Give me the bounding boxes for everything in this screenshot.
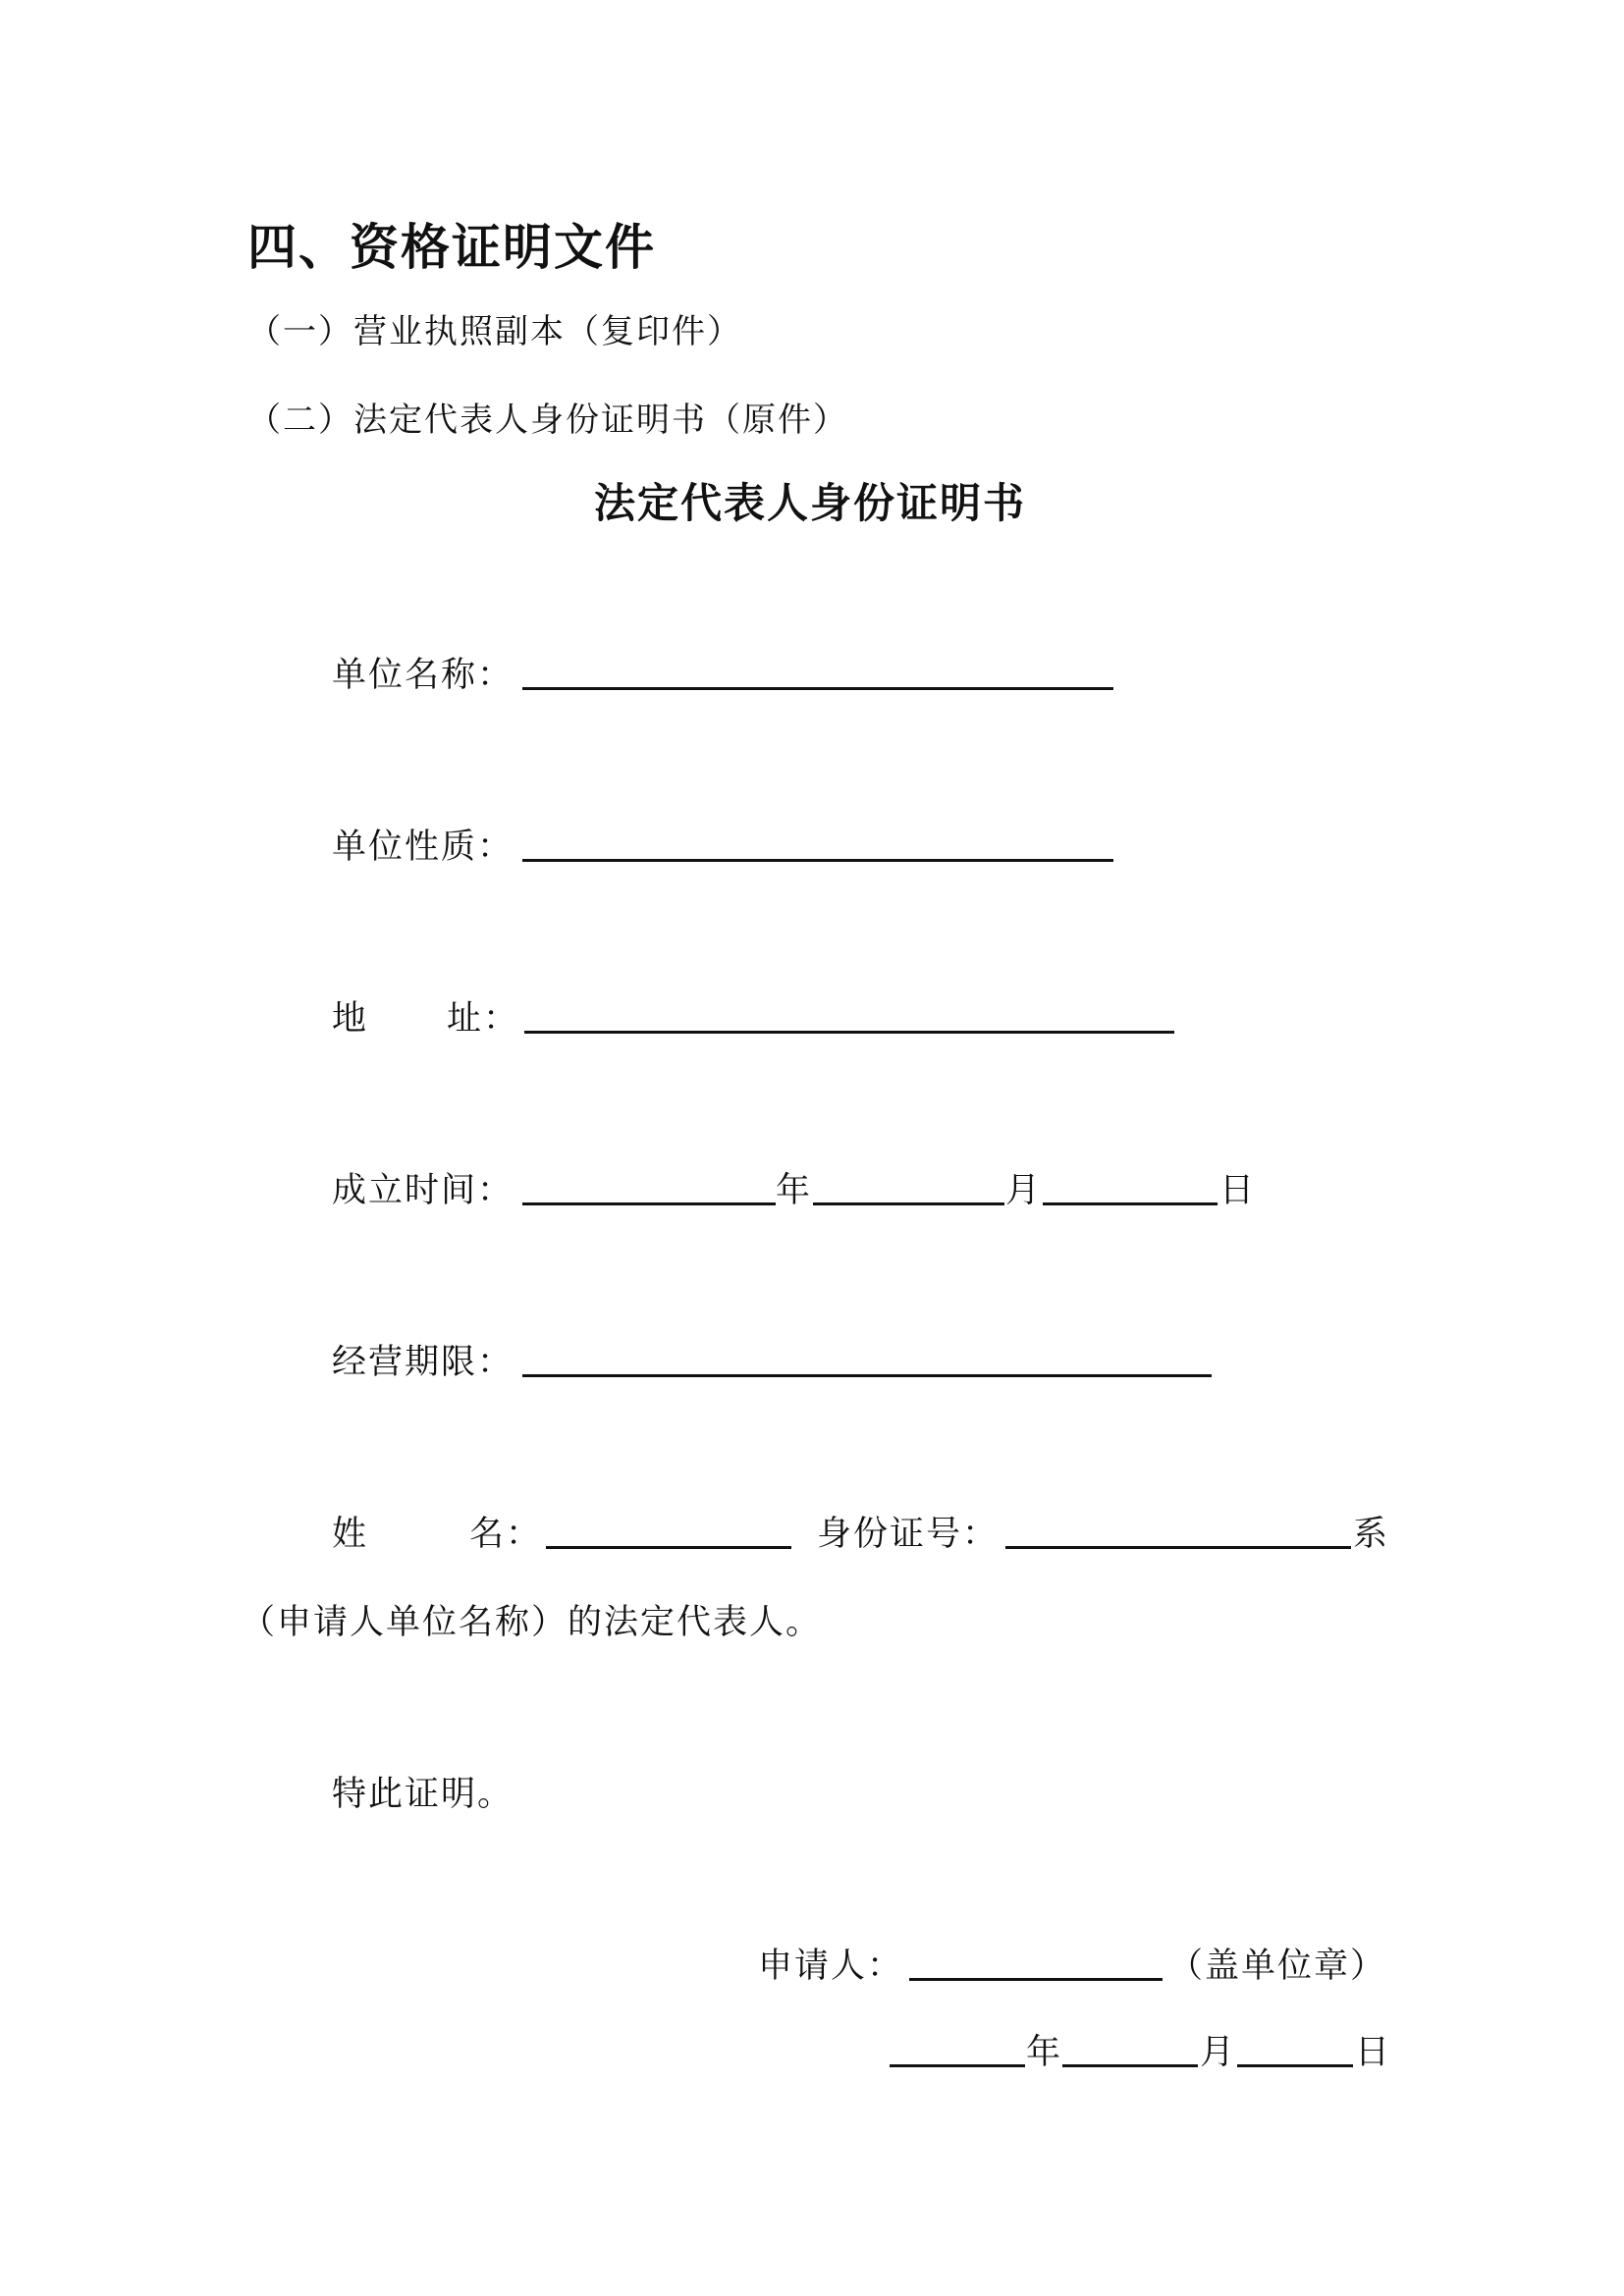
business-period-label: 经营期限： — [332, 1343, 514, 1382]
id-number-field[interactable] — [1005, 1546, 1351, 1549]
address-label-a: 地 — [332, 999, 369, 1039]
unit-nature-field[interactable] — [522, 859, 1113, 862]
certify-text: 特此证明。 — [332, 1775, 514, 1814]
established-day-unit: 日 — [1219, 1171, 1257, 1210]
name-label-b: 名： — [469, 1515, 543, 1554]
applicant-label: 申请人： — [758, 1947, 904, 1986]
established-month-unit: 月 — [1005, 1171, 1043, 1210]
unit-name-label: 单位名称： — [332, 656, 514, 695]
id-number-label: 身份证号： — [817, 1515, 1000, 1554]
seal-note: （盖单位章） — [1168, 1947, 1387, 1986]
legal-rep-sentence: （申请人单位名称）的法定代表人。 — [241, 1603, 823, 1642]
established-year-field[interactable] — [522, 1202, 776, 1205]
established-year-unit: 年 — [776, 1171, 813, 1210]
sign-day-field[interactable] — [1237, 2064, 1353, 2067]
established-label: 成立时间： — [332, 1171, 514, 1210]
sign-day-unit: 日 — [1355, 2033, 1392, 2072]
sign-month-field[interactable] — [1062, 2064, 1198, 2067]
section-item-legal-rep-certificate: （二）法定代表人身份证明书（原件） — [247, 400, 848, 440]
sign-year-unit: 年 — [1026, 2033, 1063, 2072]
sign-month-unit: 月 — [1200, 2033, 1237, 2072]
name-label-a: 姓 — [332, 1515, 369, 1554]
address-label-b: 址： — [447, 999, 520, 1039]
established-month-field[interactable] — [813, 1202, 1004, 1205]
business-period-field[interactable] — [522, 1374, 1212, 1377]
sign-year-field[interactable] — [890, 2064, 1025, 2067]
address-field[interactable] — [524, 1031, 1174, 1034]
form-title: 法定代表人身份证明书 — [594, 479, 1027, 527]
unit-name-field[interactable] — [522, 687, 1113, 690]
unit-nature-label: 单位性质： — [332, 828, 514, 867]
name-field[interactable] — [546, 1546, 791, 1549]
applicant-field[interactable] — [909, 1978, 1163, 1981]
established-day-field[interactable] — [1043, 1202, 1218, 1205]
section-heading: 四、资格证明文件 — [247, 218, 656, 276]
xi-text: 系 — [1353, 1515, 1390, 1554]
section-item-business-license: （一）营业执照副本（复印件） — [247, 312, 742, 351]
